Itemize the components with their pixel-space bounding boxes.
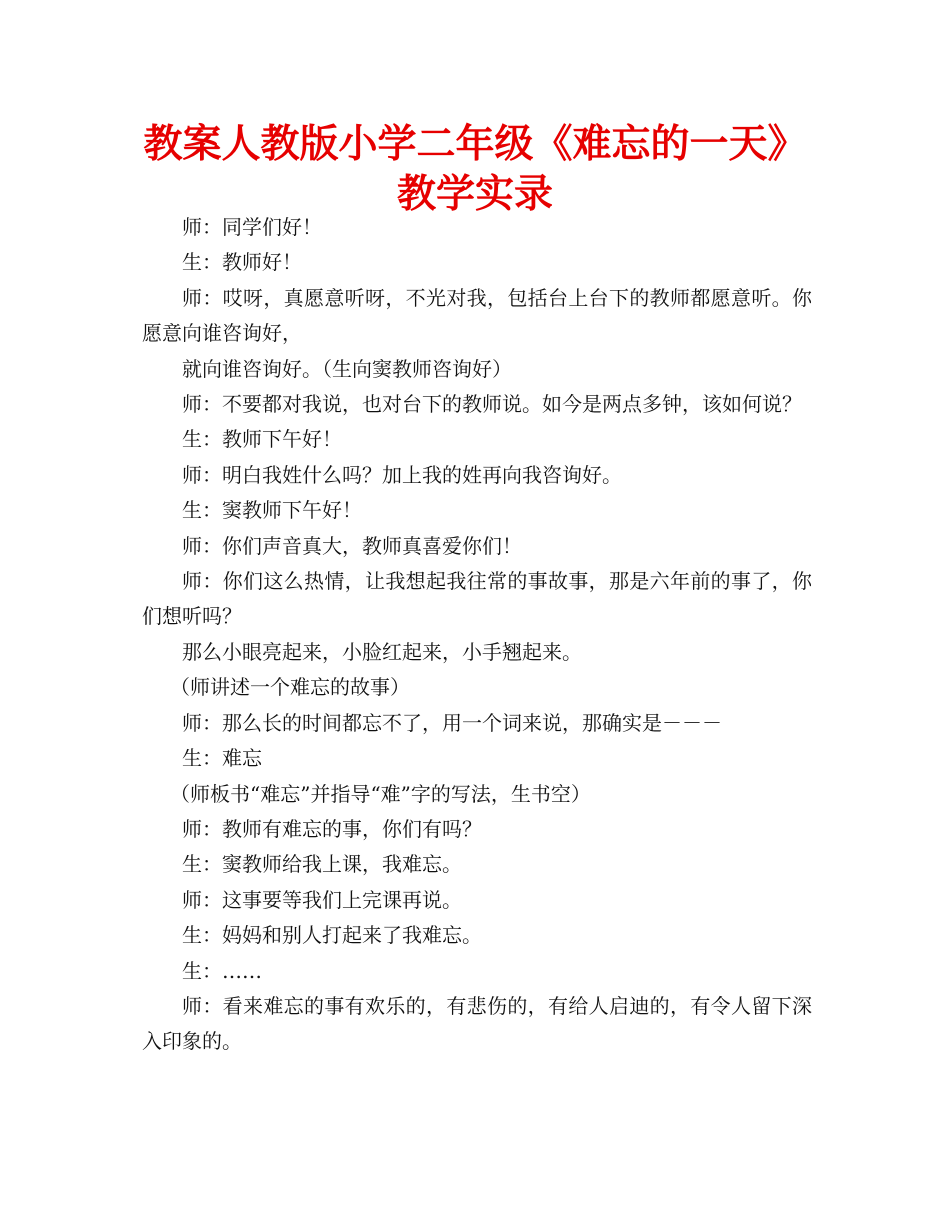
paragraph: （师板书“难忘”并指导“难”字的写法，生书空） [170, 781, 591, 806]
paragraph: 师：那么长的时间都忘不了，用一个词来说，那确实是－－－ [182, 710, 722, 735]
paragraph: 师：你们声音真大，教师真喜爱你们！ [182, 533, 522, 558]
paragraph: 生：难忘 [182, 746, 262, 771]
paragraph: 师：同学们好！ [182, 215, 322, 239]
paragraph: 师：看来难忘的事有欢乐的，有悲伤的，有给人启迪的，有令人留下深入印象的。 [142, 993, 812, 1054]
document-title: 教案人教版小学二年级《难忘的一天》教学实录 [143, 122, 807, 217]
paragraph: 生：妈妈和别人打起来了我难忘。 [182, 923, 482, 948]
paragraph: 生：教师好！ [182, 250, 302, 275]
paragraph: 就向谁咨询好。（生向窦教师咨询好） [182, 356, 512, 381]
paragraph: 师：不要都对我说，也对台下的教师说。如今是两点多钟，该如何说？ [182, 392, 802, 417]
paragraph: 师：教师有难忘的事，你们有吗？ [182, 816, 482, 841]
paragraph: 师：明白我姓什么吗？加上我的姓再向我咨询好。 [182, 462, 622, 487]
paragraph: 师：这事要等我们上完课再说。 [182, 887, 462, 912]
paragraph: （师讲述一个难忘的故事） [170, 675, 410, 700]
paragraph: 师：你们这么热情，让我想起我往常的事故事，那是六年前的事了，你们想听吗？ [142, 569, 812, 629]
paragraph: 生：…… [182, 958, 262, 983]
paragraph: 生：窦教师下午好！ [182, 498, 362, 523]
paragraph: 生：教师下午好！ [182, 427, 342, 452]
paragraph: 师：哎呀，真愿意听呀，不光对我，包括台上台下的教师都愿意听。你愿意向谁咨询好， [142, 285, 812, 346]
document-body [142, 210, 812, 1060]
paragraph: 那么小眼亮起来，小脸红起来，小手翘起来。 [182, 639, 582, 664]
paragraph: 生：窦教师给我上课，我难忘。 [182, 852, 462, 877]
